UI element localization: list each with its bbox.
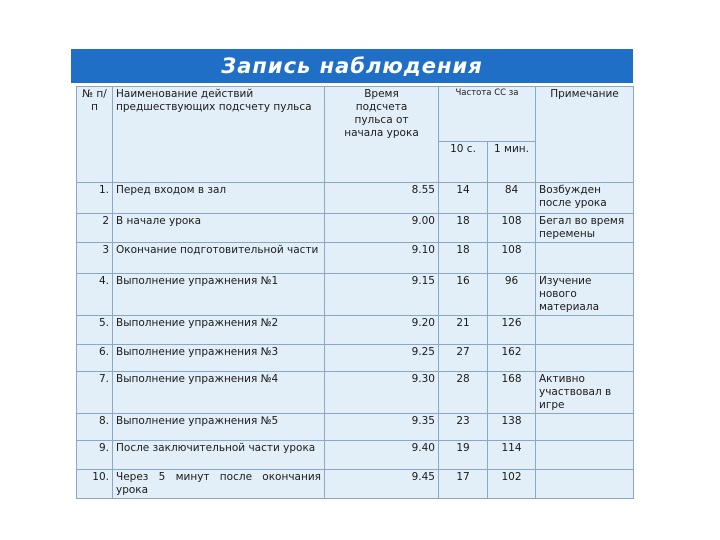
row-action: После заключительной части урока bbox=[113, 441, 325, 470]
row-number: 8. bbox=[77, 414, 113, 441]
row-freq-1min: 162 bbox=[488, 345, 536, 372]
header-freq-10s: 10 с. bbox=[439, 142, 488, 183]
table-row bbox=[77, 183, 634, 214]
row-freq-1min: 138 bbox=[488, 414, 536, 441]
row-time: 9.15 bbox=[325, 274, 439, 316]
row-freq-1min: 168 bbox=[488, 372, 536, 414]
row-freq-10s: 18 bbox=[439, 214, 488, 243]
row-number: 6. bbox=[77, 345, 113, 372]
table-header-row bbox=[77, 87, 634, 142]
row-number: 5. bbox=[77, 316, 113, 345]
row-action: Выполнение упражнения №3 bbox=[113, 345, 325, 372]
row-number: 1. bbox=[77, 183, 113, 214]
row-freq-10s: 21 bbox=[439, 316, 488, 345]
row-time: 9.40 bbox=[325, 441, 439, 470]
row-freq-10s: 14 bbox=[439, 183, 488, 214]
row-note bbox=[536, 316, 634, 345]
row-number: 9. bbox=[77, 441, 113, 470]
row-time: 9.35 bbox=[325, 414, 439, 441]
row-number: 10. bbox=[77, 470, 113, 499]
row-note: Возбужден после урока bbox=[536, 183, 634, 214]
row-time: 9.25 bbox=[325, 345, 439, 372]
row-note bbox=[536, 470, 634, 499]
row-note bbox=[536, 345, 634, 372]
row-freq-1min: 126 bbox=[488, 316, 536, 345]
row-time: 9.30 bbox=[325, 372, 439, 414]
slide-title: Запись наблюдения bbox=[70, 48, 634, 84]
row-time: 8.55 bbox=[325, 183, 439, 214]
header-time: Время подсчета пульса от начала урока bbox=[325, 87, 439, 183]
row-action: Выполнение упражнения №2 bbox=[113, 316, 325, 345]
table-row bbox=[77, 441, 634, 470]
table-row bbox=[77, 470, 634, 499]
row-number: 2 bbox=[77, 214, 113, 243]
table-row bbox=[77, 274, 634, 316]
table-row bbox=[77, 316, 634, 345]
row-freq-1min: 84 bbox=[488, 183, 536, 214]
table-row bbox=[77, 414, 634, 441]
row-freq-1min: 108 bbox=[488, 214, 536, 243]
row-number: 4. bbox=[77, 274, 113, 316]
header-freq-1min: 1 мин. bbox=[488, 142, 536, 183]
row-note bbox=[536, 243, 634, 274]
row-freq-1min: 108 bbox=[488, 243, 536, 274]
row-action: В начале урока bbox=[113, 214, 325, 243]
row-freq-10s: 27 bbox=[439, 345, 488, 372]
row-freq-10s: 19 bbox=[439, 441, 488, 470]
row-freq-10s: 18 bbox=[439, 243, 488, 274]
row-note bbox=[536, 441, 634, 470]
row-number: 7. bbox=[77, 372, 113, 414]
header-note: Примечание bbox=[536, 87, 634, 183]
row-time: 9.45 bbox=[325, 470, 439, 499]
row-freq-1min: 102 bbox=[488, 470, 536, 499]
observation-table bbox=[76, 86, 634, 499]
row-freq-1min: 96 bbox=[488, 274, 536, 316]
row-freq-10s: 28 bbox=[439, 372, 488, 414]
table-body bbox=[77, 183, 634, 499]
table-row bbox=[77, 345, 634, 372]
row-time: 9.10 bbox=[325, 243, 439, 274]
row-time: 9.20 bbox=[325, 316, 439, 345]
header-freq: Частота СС за bbox=[439, 87, 536, 142]
row-action: Перед входом в зал bbox=[113, 183, 325, 214]
row-time: 9.00 bbox=[325, 214, 439, 243]
header-action: Наименование действий предшествующих подсчету пульса bbox=[113, 87, 325, 183]
row-action: Через 5 минут после окончания урока bbox=[113, 470, 325, 499]
row-action: Окончание подготовительной части bbox=[113, 243, 325, 274]
header-num: № п/п bbox=[77, 87, 113, 183]
row-note: Изучение нового материала bbox=[536, 274, 634, 316]
row-freq-10s: 16 bbox=[439, 274, 488, 316]
row-number: 3 bbox=[77, 243, 113, 274]
row-freq-10s: 23 bbox=[439, 414, 488, 441]
row-note bbox=[536, 414, 634, 441]
row-action: Выполнение упражнения №1 bbox=[113, 274, 325, 316]
row-freq-10s: 17 bbox=[439, 470, 488, 499]
row-freq-1min: 114 bbox=[488, 441, 536, 470]
table-row bbox=[77, 372, 634, 414]
table-row bbox=[77, 243, 634, 274]
row-note: Активно участвовал в игре bbox=[536, 372, 634, 414]
row-action: Выполнение упражнения №5 bbox=[113, 414, 325, 441]
row-action: Выполнение упражнения №4 bbox=[113, 372, 325, 414]
row-note: Бегал во время перемены bbox=[536, 214, 634, 243]
table-row bbox=[77, 214, 634, 243]
